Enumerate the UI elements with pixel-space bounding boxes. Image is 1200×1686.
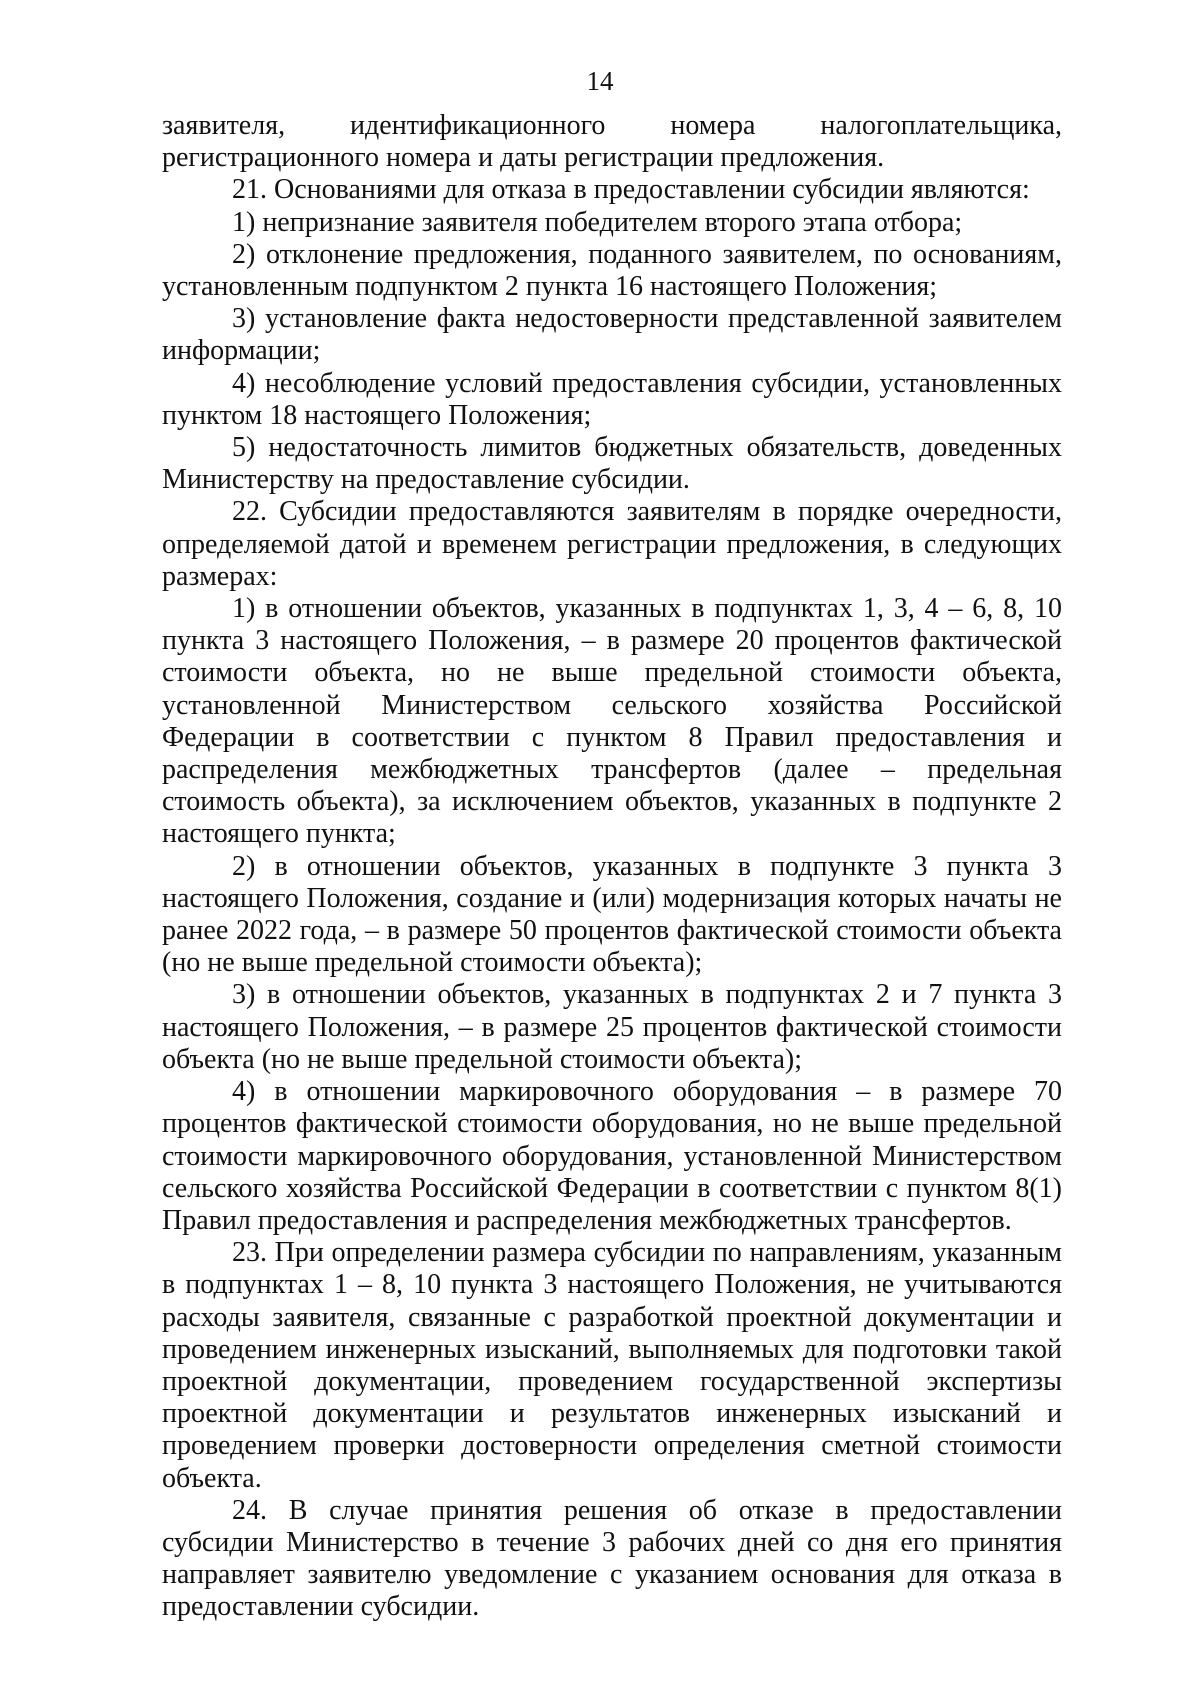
list-item-21-1: 1) непризнание заявителя победителем второго этапа отбора; xyxy=(232,206,963,238)
list-item-21-4: 4) несоблюдение условий предоставления субсидии, установленных пунктом 18 настоящего Положения; xyxy=(162,367,1062,431)
list-item-22-1: 1) в отношении объектов, указанных в подпунктах 1, 3, 4 – 6, 8, 10 пункта 3 настоящего Положения, – в размере 20 процентов фактической стоимости объекта, но не выше предельной стоимости объекта, установленной Министерством сельского хозяйства Российской Федерации в соответствии с пунктом 8 Правил предоставления и распределения межбюджетных трансфертов (далее – предельная стоимость объекта), за исключением объектов, указанных в подпункте 2 настоящего пункта; xyxy=(162,593,1062,850)
document-body xyxy=(162,110,1062,1624)
list-item-21-3: 3) установление факта недостоверности представленной заявителем информации; xyxy=(162,303,1062,367)
list-item-22-2: 2) в отношении объектов, указанных в подпункте 3 пункта 3 настоящего Положения, создание и (или) модернизация которых начаты не ранее 2022 года, – в размере 50 процентов фактической стоимости объекта (но не выше предельной стоимости объекта); xyxy=(162,850,1062,979)
paragraph-clause-24: 24. В случае принятия решения об отказе в предоставлении субсидии Министерство в течение 3 рабочих дней со дня его принятия направляет заявителю уведомление с указанием основания для отказа в предоставлении субсидии. xyxy=(162,1494,1062,1623)
page-number: 14 xyxy=(586,66,614,96)
paragraph-clause-22: 22. Субсидии предоставляются заявителям в порядке очередности, определяемой датой и временем регистрации предложения, в следующих размерах: xyxy=(162,496,1062,592)
list-item-21-5: 5) недостаточность лимитов бюджетных обязательств, доведенных Министерству на предоставление субсидии. xyxy=(162,432,1062,496)
list-item-21-2: 2) отклонение предложения, поданного заявителем, по основаниям, установленным подпунктом 2 пункта 16 настоящего Положения; xyxy=(162,238,1062,303)
paragraph-continuation: заявителя, идентификационного номера налогоплательщика, регистрационного номера и даты регистрации предложения. xyxy=(162,110,1062,174)
list-item-22-3: 3) в отношении объектов, указанных в подпунктах 2 и 7 пункта 3 настоящего Положения, – в размере 25 процентов фактической стоимости объекта (но не выше предельной стоимости объекта); xyxy=(162,979,1062,1075)
paragraph-clause-21: 21. Основаниями для отказа в предоставлении субсидии являются: xyxy=(232,174,1030,206)
list-item-22-4: 4) в отношении маркировочного оборудования – в размере 70 процентов фактической стоимости оборудования, но не выше предельной стоимости маркировочного оборудования, установленной Министерством сельского хозяйства Российской Федерации в соответствии с пунктом 8(1) Правил предоставления и распределения межбюджетных трансфертов. xyxy=(162,1076,1062,1236)
paragraph-clause-23: 23. При определении размера субсидии по направлениям, указанным в подпунктах 1 – 8, 10 пункта 3 настоящего Положения, не учитываются расходы заявителя, связанные с разработкой проектной документации и проведением инженерных изысканий, выполняемых для подготовки такой проектной документации, проведением государственной экспертизы проектной документации и результатов инженерных изысканий и проведением проверки достоверности определения сметной стоимости объекта. xyxy=(162,1237,1062,1494)
